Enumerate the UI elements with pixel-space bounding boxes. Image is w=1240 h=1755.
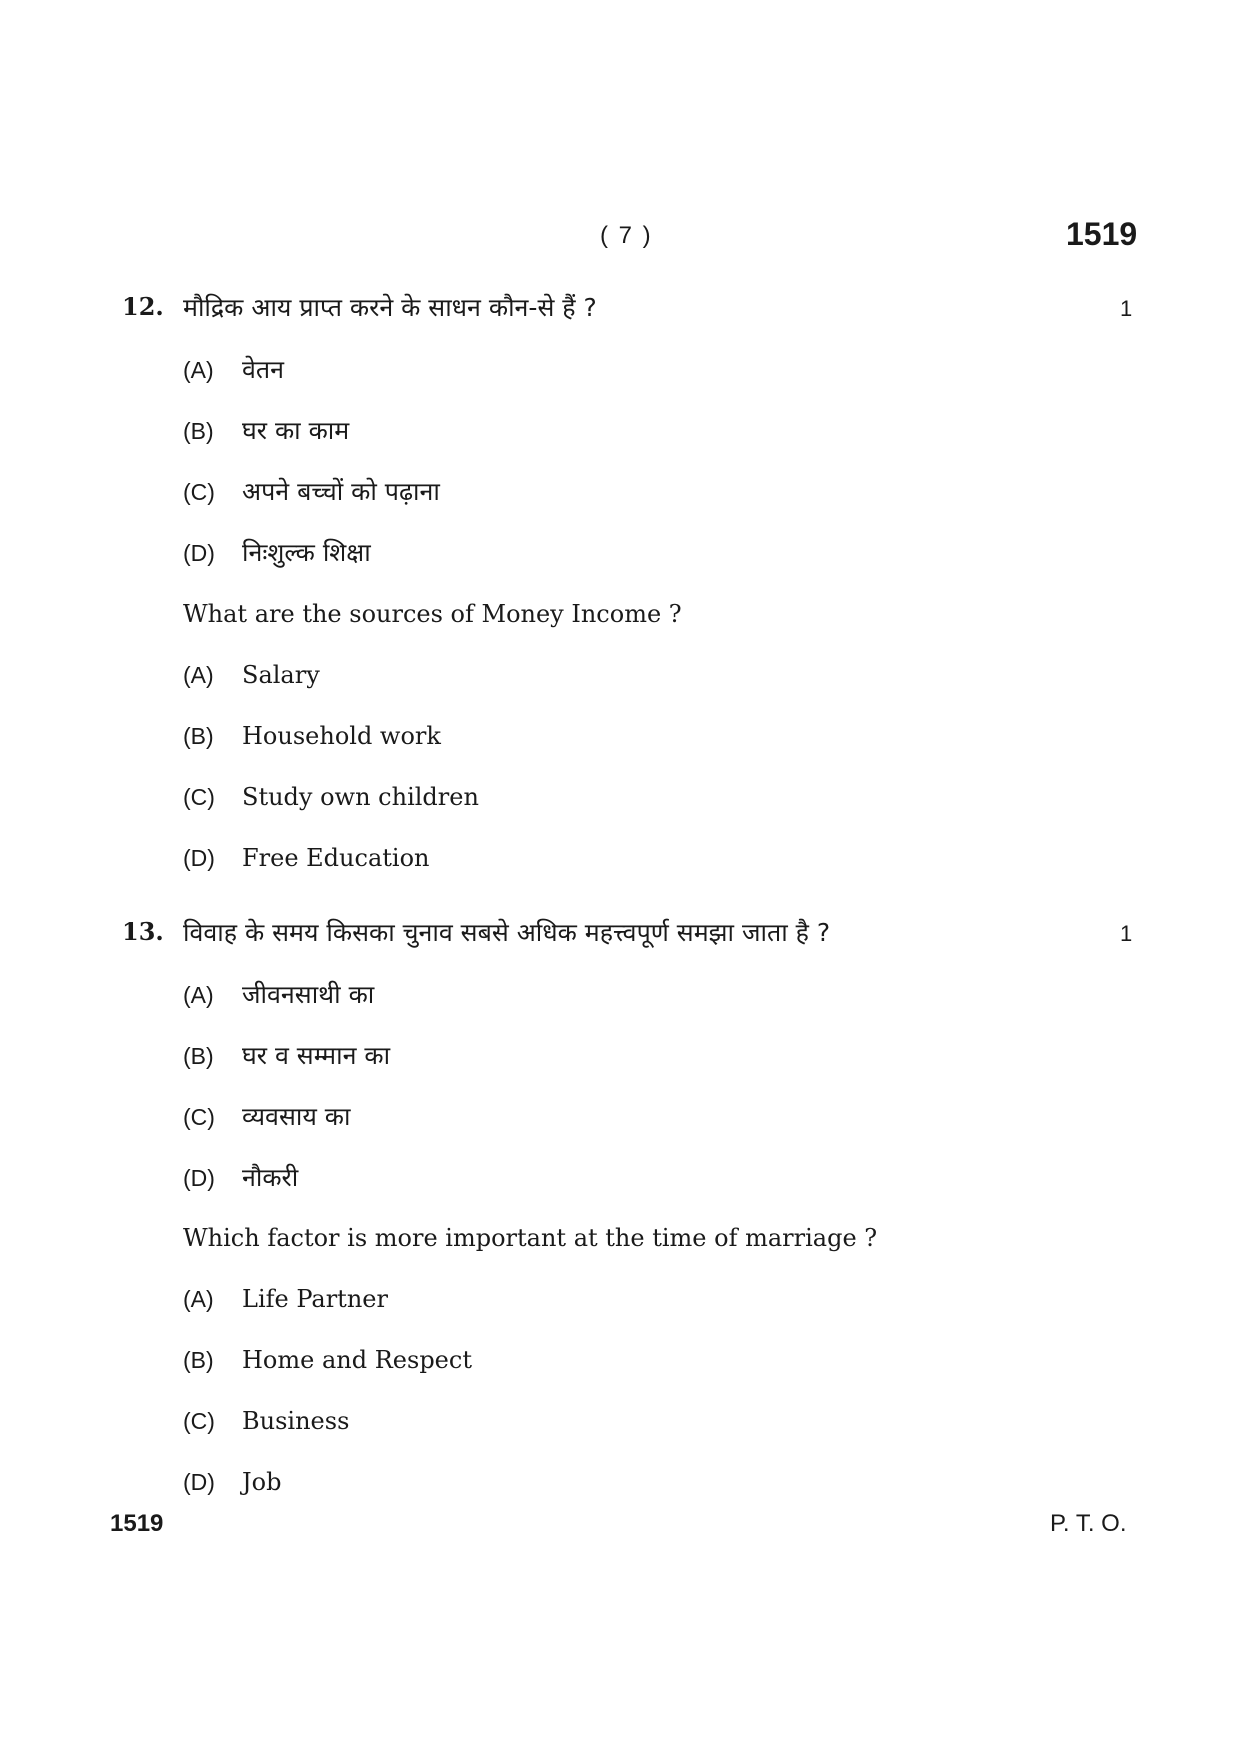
option-label: (A)	[183, 662, 214, 688]
option-label: (A)	[183, 982, 214, 1008]
option-hindi-c	[183, 1099, 350, 1133]
paper-code-footer: 1519	[110, 1510, 164, 1537]
option-english-b	[183, 1346, 472, 1374]
option-text: Home and Respect	[242, 1346, 472, 1374]
option-text: वेतन	[242, 355, 285, 384]
question-text-hindi: मौद्रिक आय प्राप्त करने के साधन कौन-से हैं ?	[183, 293, 597, 322]
question-number: 13.	[122, 917, 164, 946]
option-english-b	[183, 722, 441, 750]
option-english-a	[183, 661, 320, 689]
option-text: जीवनसाथी का	[242, 980, 375, 1009]
option-label: (C)	[183, 1408, 215, 1434]
option-text: Salary	[242, 661, 320, 689]
option-text: निःशुल्क शिक्षा	[242, 538, 371, 567]
option-label: (D)	[183, 1165, 215, 1191]
option-text: Job	[242, 1468, 282, 1496]
option-hindi-d	[183, 1160, 298, 1194]
option-hindi-b	[183, 1038, 390, 1072]
question-text-english: Which factor is more important at the time of marriage ?	[183, 1224, 878, 1252]
page-number: ( 7 )	[600, 222, 653, 249]
option-label: (B)	[183, 723, 214, 749]
option-hindi-a	[183, 977, 374, 1011]
option-hindi-d	[183, 535, 371, 569]
option-hindi-a	[183, 352, 284, 386]
question-marks: 1	[1120, 296, 1133, 321]
option-label: (B)	[183, 1347, 214, 1373]
option-english-d	[183, 1468, 281, 1496]
option-text: Business	[242, 1407, 350, 1435]
option-label: (D)	[183, 845, 215, 871]
option-label: (C)	[183, 1104, 215, 1130]
paper-code-header: 1519	[1066, 216, 1138, 252]
option-text: Household work	[242, 722, 441, 750]
option-english-a	[183, 1285, 388, 1313]
option-text: Life Partner	[242, 1285, 388, 1313]
option-text: नौकरी	[242, 1163, 299, 1192]
pto-marker: P. T. O.	[1050, 1510, 1127, 1537]
option-text: Study own children	[242, 783, 479, 811]
option-english-c	[183, 1407, 349, 1435]
option-text: घर व सम्मान का	[242, 1041, 391, 1070]
option-label: (C)	[183, 479, 215, 505]
option-english-d	[183, 844, 429, 872]
question-number: 12.	[122, 292, 164, 321]
option-text: व्यवसाय का	[242, 1102, 351, 1131]
option-label: (A)	[183, 1286, 214, 1312]
option-text: घर का काम	[242, 416, 350, 445]
option-text: अपने बच्चों को पढ़ाना	[242, 477, 440, 506]
question-text-english: What are the sources of Money Income ?	[183, 600, 682, 628]
option-hindi-b	[183, 413, 349, 447]
option-english-c	[183, 783, 479, 811]
option-label: (D)	[183, 540, 215, 566]
option-hindi-c	[183, 474, 440, 508]
question-marks: 1	[1120, 921, 1133, 946]
option-text: Free Education	[242, 844, 430, 872]
option-label: (B)	[183, 418, 214, 444]
option-label: (A)	[183, 357, 214, 383]
option-label: (D)	[183, 1469, 215, 1495]
question-text-hindi: विवाह के समय किसका चुनाव सबसे अधिक महत्त्वपूर्ण समझा जाता है ?	[183, 918, 831, 947]
option-label: (B)	[183, 1043, 214, 1069]
option-label: (C)	[183, 784, 215, 810]
